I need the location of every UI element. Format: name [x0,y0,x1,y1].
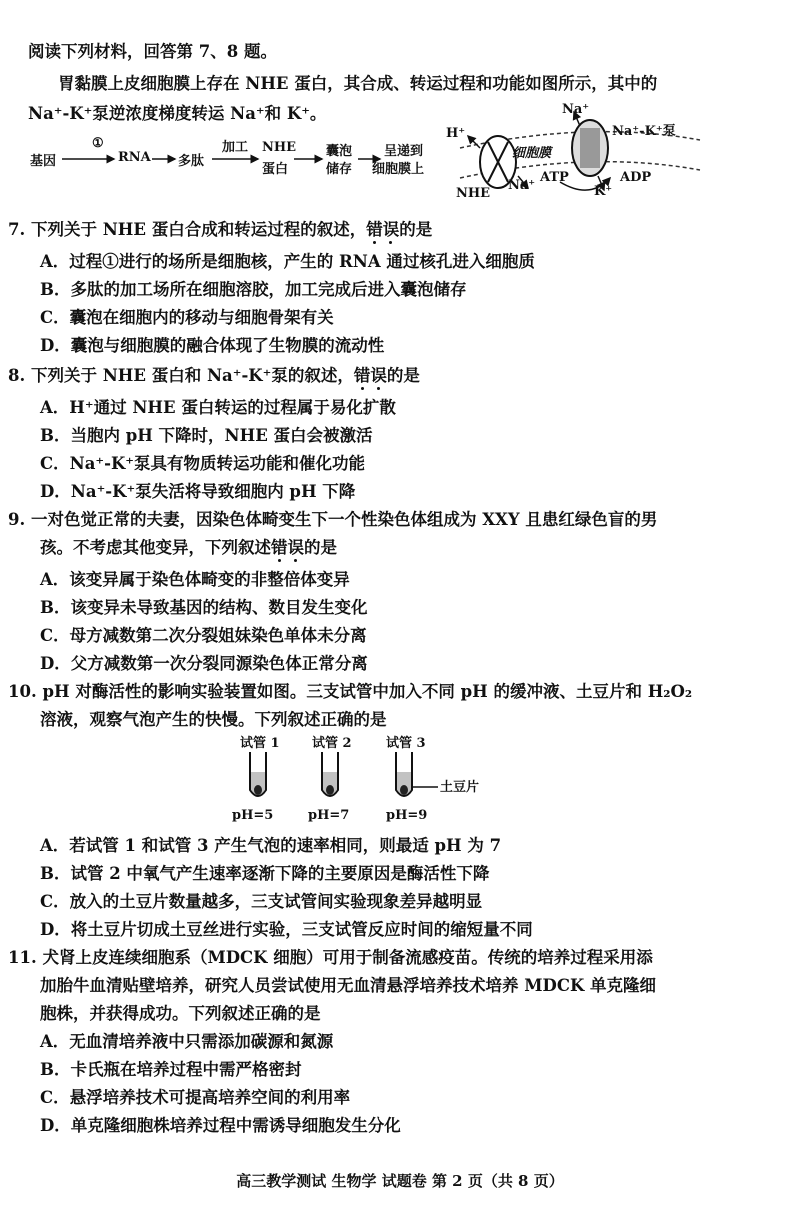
flow-rna: RNA [118,150,151,165]
potato-slice-2 [326,785,334,795]
question-11-stem-text-1: 犬肾上皮连续细胞系（MDCK 细胞）可用于制备流感疫苗。传统的培养过程采用添 [42,948,653,967]
question-7-number: 7. [8,220,26,239]
question-11-option-d[interactable]: D．单克隆细胞株培养过程中需诱导细胞发生分化 [40,1116,401,1135]
question-11-stem-line-3: 胞株，并获得成功。下列叙述正确的是 [40,1004,321,1023]
question-9-option-d[interactable]: D．父方减数第一次分裂同源染色体正常分离 [40,654,368,673]
tube-1-ph: pH=5 [232,808,274,823]
question-9-number: 9. [8,510,26,529]
flow-step-1: ① [92,136,104,151]
question-8-stem-text: 下列关于 NHE 蛋白和 Na⁺-K⁺泵的叙述， [30,366,354,385]
question-11-option-b[interactable]: B．卡氏瓶在培养过程中需严格密封 [40,1060,302,1079]
label-k-plus: K⁺ [594,184,613,199]
potato-slice-1 [254,785,262,795]
question-8-number: 8. [8,366,26,385]
question-9-emphasis-2: 误 [287,538,304,557]
flow-vesicle-line1: 囊泡 [326,144,353,159]
material-heading: 阅读下列材料，回答第 7、8 题。 [28,42,277,61]
page-footer: 高三教学测试 生物学 试题卷 第 2 页（共 8 页） [236,1172,564,1190]
potato-slice-3 [400,785,408,795]
question-8-emphasis-2: 误 [370,366,387,385]
potato-pointer [412,782,442,792]
question-8-option-b[interactable]: B．当胞内 pH 下降时，NHE 蛋白会被激活 [40,426,373,445]
question-10-option-d[interactable]: D．将土豆片切成土豆丝进行实验，三支试管反应时间的缩短量不同 [40,920,533,939]
question-11-option-c[interactable]: C．悬浮培养技术可提高培养空间的利用率 [40,1088,351,1107]
material-text-line-1: 胃黏膜上皮细胞膜上存在 NHE 蛋白，其合成、转运过程和功能如图所示，其中的 [58,74,658,93]
potato-label: 土豆片 [440,780,480,795]
flow-gene: 基因 [30,154,57,169]
flow-vesicle-line2: 储存 [326,162,353,177]
question-9-option-c[interactable]: C．母方减数第二次分裂姐妹染色单体未分离 [40,626,367,645]
question-10-number: 10. [8,682,37,701]
question-10-stem-text-1: pH 对酶活性的影响实验装置如图。三支试管中加入不同 pH 的缓冲液、土豆片和 H₂O₂ [42,682,693,701]
question-11-option-a[interactable]: A．无血清培养液中只需添加碳源和氮源 [40,1032,334,1051]
material-text-line-2: Na⁺-K⁺泵逆浓度梯度转运 Na⁺和 K⁺。 [28,104,327,123]
label-atp: ATP [540,170,569,185]
question-7-stem-end: 的是 [399,220,433,239]
question-7-option-a[interactable]: A．过程①进行的场所是细胞核，产生的 RNA 通过核孔进入细胞质 [40,252,535,271]
question-10-option-a[interactable]: A．若试管 1 和试管 3 产生气泡的速率相同，则最适 pH 为 7 [40,836,502,855]
test-tube-1 [250,752,266,796]
label-membrane: 细胞膜 [512,146,552,161]
question-7-option-b[interactable]: B．多肽的加工场所在细胞溶胶，加工完成后进入囊泡储存 [40,280,467,299]
question-9-stem-line-2 [40,534,337,558]
question-7-stem-text: 下列关于 NHE 蛋白合成和转运过程的叙述， [30,220,367,239]
label-na-top: Na⁺ [562,102,590,117]
question-11-stem-line-2: 加胎牛血清贴壁培养，研究人员尝试使用无血清悬浮培养技术培养 MDCK 单克隆细 [40,976,657,995]
flow-process: 加工 [222,140,249,155]
flow-nhe-line2: 蛋白 [262,162,289,177]
question-8-option-d[interactable]: D．Na⁺-K⁺泵失活将导致细胞内 pH 下降 [40,482,356,501]
question-10-option-b[interactable]: B．试管 2 中氧气产生速率逐渐下降的主要原因是酶活性下降 [40,864,490,883]
question-9-stem-text-2: 孩。不考虑其他变异，下列叙述 [40,538,271,557]
question-8-option-c[interactable]: C．Na⁺-K⁺泵具有物质转运功能和催化功能 [40,454,366,473]
test-tube-3 [396,752,412,796]
question-9-option-a[interactable]: A．该变异属于染色体畸变的非整倍体变异 [40,570,350,589]
question-9-stem-end: 的是 [304,538,337,557]
tube-2-label: 试管 2 [312,736,352,751]
question-9-stem-line-1 [8,506,657,530]
tube-3-label: 试管 3 [386,736,426,751]
flow-present-line1: 呈递到 [384,144,424,159]
test-tubes-svg [230,750,430,806]
question-9-stem-text-1: 一对色觉正常的夫妻，因染色体畸变生下一个性染色体组成为 XXY 且患红绿色盲的男 [30,510,658,529]
question-7-option-c[interactable]: C．囊泡在细胞内的移动与细胞骨架有关 [40,308,334,327]
label-adp: ADP [620,170,652,185]
flow-present-line2: 细胞膜上 [372,162,425,177]
question-7-stem [8,216,432,240]
label-h-plus: H⁺ [446,126,466,141]
question-11-stem-line-1 [8,944,653,968]
question-10-stem-line-1 [8,678,692,702]
question-9-emphasis-1: 错 [271,538,288,557]
label-na-bottom: Na⁺ [508,178,536,193]
question-8-option-a[interactable]: A．H⁺通过 NHE 蛋白转运的过程属于易化扩散 [40,398,396,417]
question-11-number: 11. [8,948,37,967]
question-7-option-d[interactable]: D．囊泡与细胞膜的融合体现了生物膜的流动性 [40,336,385,355]
na-k-pump [572,120,608,176]
test-tube-2 [322,752,338,796]
question-9-option-b[interactable]: B．该变异未导致基因的结构、数目发生变化 [40,598,368,617]
question-8-stem [8,362,420,386]
question-7-emphasis-1: 错 [366,220,383,239]
question-10-stem-line-2: 溶液，观察气泡产生的快慢。下列叙述正确的是 [40,710,387,729]
label-pump: Na⁺-K⁺泵 [612,124,676,139]
flow-peptide: 多肽 [178,154,205,169]
label-nhe: NHE [456,186,491,201]
tube-1-label: 试管 1 [240,736,280,751]
question-7-emphasis-2: 误 [382,220,400,239]
question-8-emphasis-1: 错 [353,366,371,385]
tube-3-ph: pH=9 [386,808,428,823]
question-10-option-c[interactable]: C．放入的土豆片数量越多，三支试管间实验现象差异越明显 [40,892,483,911]
question-8-stem-end: 的是 [386,366,420,385]
flow-nhe-line1: NHE [262,140,297,155]
tube-2-ph: pH=7 [308,808,350,823]
